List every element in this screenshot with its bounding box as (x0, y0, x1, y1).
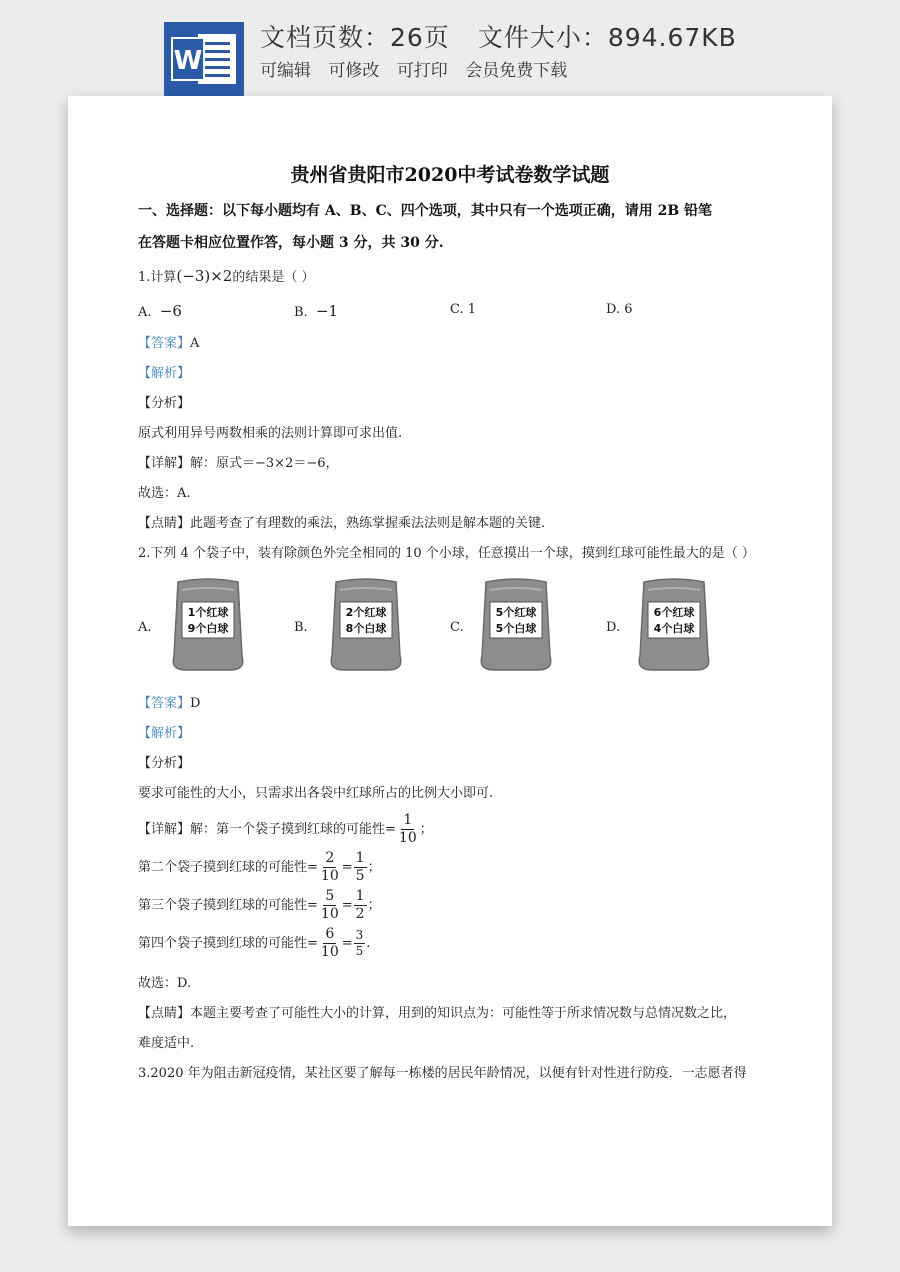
q1-option-b: B. −1 (294, 302, 339, 320)
q2-bag-d-image (634, 576, 714, 674)
doc-title: 贵州省贵阳市2020中考试卷数学试题 (290, 164, 610, 186)
q2-bag-a-image (168, 576, 248, 674)
q2-fenxi: 要求可能性的大小，只需求出各袋中红球所占的比例大小即可. (138, 786, 494, 801)
q1-guxuan: 故选：A. (138, 486, 191, 501)
page-count: 文档页数：26页 (260, 23, 450, 52)
bag-a-line2: 9个白球 (187, 622, 229, 635)
q2-guxuan: 故选：D. (138, 976, 192, 991)
q1-xiangjie: 【详解】解：原式＝−3×2＝−6， (138, 456, 339, 471)
q1-jiexi-tag: 【解析】 (138, 366, 191, 381)
q1-answer: 【答案】A (138, 336, 200, 351)
q2-fenxi-tag: 【分析】 (138, 756, 191, 771)
section-intro-line1: 一、选择题：以下每小题均有 A、B、C、四个选项，其中只有一个选项正确，请用 2B 铅笔 (138, 203, 713, 219)
bag-b-line1: 2个红球 (345, 606, 387, 619)
feature-printable: 可打印 (396, 61, 448, 81)
logo-letter: W (173, 46, 203, 76)
q2-jiexi-tag: 【解析】 (138, 726, 191, 741)
q1-option-c: C. 1 (450, 302, 477, 317)
q2-stem: 2.下列 4 个袋子中，装有除颜色外完全相同的 10 个小球，任意摸出一个球，摸到红球可能性最大的是（ ） (138, 546, 755, 561)
q2-option-c-letter: C. (450, 620, 464, 635)
q1-fenxi: 原式利用异号两数相乘的法则计算即可求出值. (138, 426, 403, 441)
q1-fenxi-tag: 【分析】 (138, 396, 191, 411)
q2-bag-c-image (476, 576, 556, 674)
word-document-icon (164, 22, 244, 96)
bag-b-line2: 8个白球 (345, 622, 387, 635)
bag-c-line2: 5个白球 (495, 622, 537, 635)
section-intro-line2: 在答题卡相应位置作答，每小题 3 分，共 30 分. (138, 235, 444, 251)
bag-a-line1: 1个红球 (187, 606, 229, 619)
frac-1-10: $\frac{1}{10}$ (398, 812, 417, 846)
q1-prefix: 1.计算 (138, 270, 177, 285)
q2-option-d-letter: D. (606, 620, 621, 635)
bag-c-line1: 5个红球 (495, 606, 537, 619)
q2-option-b-letter: B. (294, 620, 308, 635)
feature-list (260, 56, 579, 81)
file-size: 文件大小：894.67KB (477, 23, 737, 52)
feature-editable: 可编辑 (260, 61, 311, 81)
bag-d-line2: 4个白球 (653, 622, 695, 635)
q1-suffix: 的结果是（ ） (232, 270, 315, 285)
q2-bag-b-image (326, 576, 406, 674)
feature-member-download: 会员免费下载 (465, 61, 568, 81)
q2-step1: 【详解】解：第一个袋子摸到红球的可能性= $\frac{1}{10}$ ； (138, 812, 433, 846)
q2-step2: 第二个袋子摸到红球的可能性= $\frac{2}{10}$ = $\frac{1}{5}$ ； (138, 850, 381, 884)
document-page (68, 96, 832, 1226)
q2-dianjing: 【点睛】本题主要考查了可能性大小的计算，用到的知识点为：可能性等于所求情况数与总情况数之比， (138, 1006, 737, 1021)
q1-dianjing: 【点睛】此题考查了有理数的乘法，熟练掌握乘法法则是解本题的关键. (138, 516, 546, 531)
file-info-title (260, 18, 737, 54)
download-banner (0, 0, 900, 100)
q3-stem: 3.2020 年为阻击新冠疫情，某社区要了解每一栋楼的居民年龄情况，以便有针对性进行防疫．一志愿者得 (138, 1066, 747, 1081)
q1-stem (138, 266, 314, 285)
q1-option-a: A. −6 (138, 302, 182, 320)
q2-step4: 第四个袋子摸到红球的可能性= $\frac{6}{10}$ = $\frac{3}{5}$ . (138, 926, 371, 960)
q2-option-a-letter: A. (138, 620, 152, 635)
q2-answer: 【答案】D (138, 696, 201, 711)
feature-modifiable: 可修改 (328, 61, 380, 81)
q2-dianjing-2: 难度适中. (138, 1036, 195, 1051)
q1-expression: (−3)×2 (176, 267, 233, 285)
q2-step3: 第三个袋子摸到红球的可能性= $\frac{5}{10}$ = $\frac{1}{2}$ ； (138, 888, 381, 922)
bag-d-line1: 6个红球 (653, 606, 695, 619)
q1-option-d: D. 6 (606, 302, 633, 317)
